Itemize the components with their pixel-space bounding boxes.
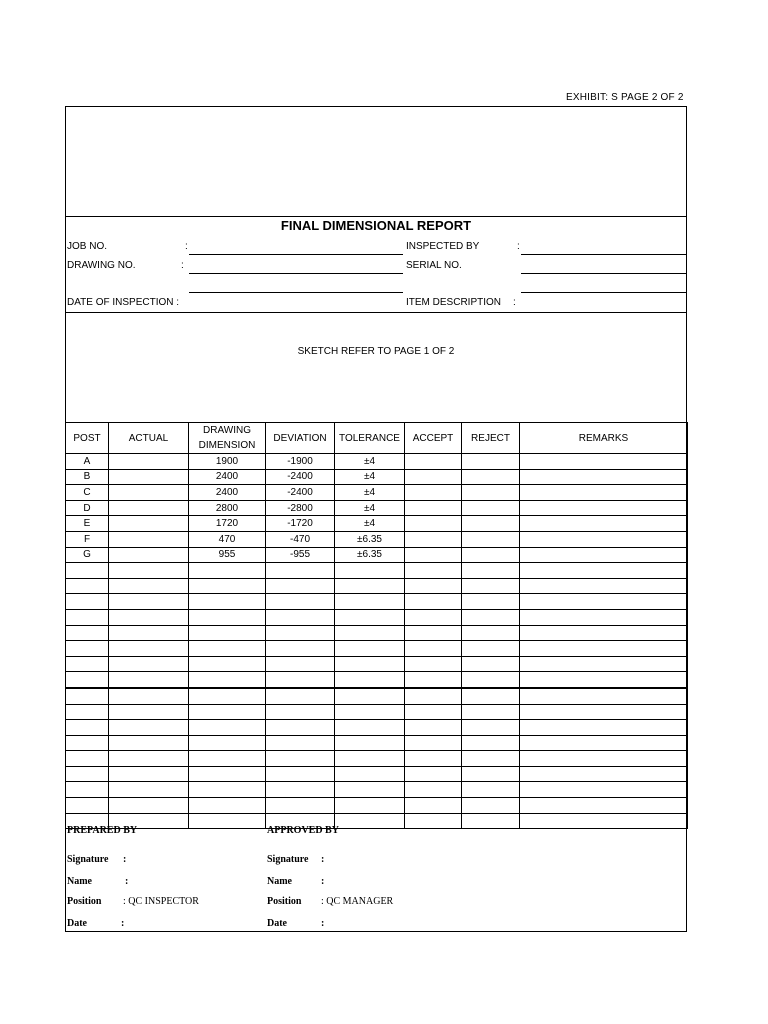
cell-post[interactable] [66, 766, 109, 782]
cell-accept[interactable] [405, 454, 462, 470]
cell-remarks[interactable] [520, 516, 688, 532]
cell-post[interactable] [66, 751, 109, 767]
cell-remarks[interactable] [520, 798, 688, 814]
cell-remarks[interactable] [520, 813, 688, 829]
cell-actual[interactable] [109, 735, 189, 751]
cell-reject[interactable] [462, 641, 520, 657]
table-row [66, 813, 688, 829]
cell-remarks[interactable] [520, 656, 688, 672]
cell-reject[interactable] [462, 609, 520, 625]
approved-by-label: APPROVED BY [267, 825, 339, 836]
cell-tolerance[interactable] [335, 609, 405, 625]
cell-deviation[interactable]: -1900 [266, 454, 335, 470]
drawing-no-field[interactable] [189, 273, 403, 274]
cell-remarks[interactable] [520, 672, 688, 688]
cell-actual[interactable] [109, 547, 189, 563]
cell-drawing-dimension[interactable] [189, 798, 266, 814]
col-header-reject: REJECT [462, 423, 520, 454]
cell-post[interactable]: B [66, 469, 109, 485]
cell-deviation[interactable]: -955 [266, 547, 335, 563]
inspected-by-label: INSPECTED BY [406, 241, 480, 252]
cell-reject[interactable] [462, 516, 520, 532]
cell-accept[interactable] [405, 500, 462, 516]
cell-reject[interactable] [462, 798, 520, 814]
cell-drawing-dimension[interactable] [189, 641, 266, 657]
serial-no-field[interactable] [521, 273, 686, 274]
cell-tolerance[interactable]: ±4 [335, 454, 405, 470]
cell-actual[interactable] [109, 609, 189, 625]
cell-deviation[interactable]: -470 [266, 531, 335, 547]
cell-drawing-dimension[interactable]: 2400 [189, 485, 266, 501]
table-row [66, 516, 688, 532]
cell-accept[interactable] [405, 798, 462, 814]
table-row [66, 782, 688, 798]
cell-remarks[interactable] [520, 735, 688, 751]
cell-drawing-dimension[interactable] [189, 720, 266, 736]
cell-accept[interactable] [405, 672, 462, 688]
cell-accept[interactable] [405, 469, 462, 485]
approved-signature-colon: : [321, 854, 325, 865]
cell-actual[interactable] [109, 500, 189, 516]
cell-reject[interactable] [462, 766, 520, 782]
cell-tolerance[interactable]: ±4 [335, 485, 405, 501]
cell-remarks[interactable] [520, 594, 688, 610]
cell-actual[interactable] [109, 688, 189, 704]
cell-accept[interactable] [405, 516, 462, 532]
table-row [66, 751, 688, 767]
cell-deviation[interactable]: -2400 [266, 485, 335, 501]
cell-actual[interactable] [109, 641, 189, 657]
cell-remarks[interactable] [520, 625, 688, 641]
job-no-colon: : [185, 241, 188, 252]
table-row [66, 594, 688, 610]
cell-deviation[interactable] [266, 578, 335, 594]
cell-remarks[interactable] [520, 688, 688, 704]
cell-drawing-dimension[interactable] [189, 672, 266, 688]
cell-deviation[interactable]: -2800 [266, 500, 335, 516]
cell-post[interactable] [66, 594, 109, 610]
cell-drawing-dimension[interactable]: 1720 [189, 516, 266, 532]
cell-remarks[interactable] [520, 500, 688, 516]
cell-tolerance[interactable] [335, 735, 405, 751]
cell-remarks[interactable] [520, 609, 688, 625]
drawing-no-label: DRAWING NO. [67, 260, 136, 271]
table-header-row [66, 423, 688, 454]
cell-actual[interactable] [109, 454, 189, 470]
cell-actual[interactable] [109, 656, 189, 672]
cell-tolerance[interactable]: ±4 [335, 516, 405, 532]
cell-deviation[interactable] [266, 594, 335, 610]
serial-no-label: SERIAL NO. [406, 260, 462, 271]
approved-position-label: Position [267, 896, 302, 907]
table-row [66, 563, 688, 579]
cell-tolerance[interactable] [335, 672, 405, 688]
cell-actual[interactable] [109, 782, 189, 798]
inspected-by-colon: : [517, 241, 520, 252]
prepared-date-colon: : [121, 918, 125, 929]
cell-drawing-dimension[interactable]: 1900 [189, 454, 266, 470]
cell-tolerance[interactable] [335, 656, 405, 672]
cell-actual[interactable] [109, 720, 189, 736]
cell-tolerance[interactable] [335, 688, 405, 704]
col-header-deviation: DEVIATION [266, 423, 335, 454]
cell-drawing-dimension[interactable] [189, 751, 266, 767]
col-header-actual: ACTUAL [109, 423, 189, 454]
inspected-by-field[interactable] [521, 254, 686, 255]
cell-deviation[interactable] [266, 563, 335, 579]
cell-drawing-dimension[interactable] [189, 609, 266, 625]
cell-remarks[interactable] [520, 531, 688, 547]
cell-post[interactable] [66, 720, 109, 736]
prepared-signature-colon: : [123, 854, 127, 865]
cell-reject[interactable] [462, 531, 520, 547]
cell-tolerance[interactable] [335, 594, 405, 610]
cell-reject[interactable] [462, 782, 520, 798]
cell-tolerance[interactable] [335, 563, 405, 579]
cell-deviation[interactable] [266, 704, 335, 720]
col-header-drawing-dimension [189, 423, 266, 454]
cell-deviation[interactable] [266, 656, 335, 672]
cell-drawing-dimension[interactable]: 2400 [189, 469, 266, 485]
cell-tolerance[interactable]: ±4 [335, 469, 405, 485]
cell-drawing-dimension[interactable]: 2800 [189, 500, 266, 516]
exhibit-page-label: EXHIBIT: S PAGE 2 OF 2 [566, 92, 684, 103]
cell-accept[interactable] [405, 813, 462, 829]
cell-tolerance[interactable] [335, 704, 405, 720]
cell-accept[interactable] [405, 531, 462, 547]
cell-accept[interactable] [405, 656, 462, 672]
cell-remarks[interactable] [520, 547, 688, 563]
cell-tolerance[interactable] [335, 751, 405, 767]
cell-remarks[interactable] [520, 578, 688, 594]
table-row [66, 688, 688, 704]
cell-post[interactable] [66, 641, 109, 657]
cell-tolerance[interactable]: ±6.35 [335, 531, 405, 547]
cell-reject[interactable] [462, 672, 520, 688]
cell-reject[interactable] [462, 656, 520, 672]
cell-tolerance[interactable] [335, 782, 405, 798]
table-row [66, 454, 688, 470]
cell-drawing-dimension[interactable] [189, 594, 266, 610]
cell-tolerance[interactable] [335, 641, 405, 657]
cell-accept[interactable] [405, 704, 462, 720]
cell-drawing-dimension[interactable] [189, 656, 266, 672]
item-description-colon: : [513, 297, 516, 308]
approved-signature-label: Signature [267, 854, 309, 865]
cell-reject[interactable] [462, 735, 520, 751]
table-row [66, 547, 688, 563]
table-row [66, 798, 688, 814]
cell-actual[interactable] [109, 751, 189, 767]
cell-post[interactable] [66, 735, 109, 751]
cell-actual[interactable] [109, 578, 189, 594]
measurement-table [65, 422, 688, 829]
cell-post[interactable] [66, 578, 109, 594]
table-row [66, 609, 688, 625]
cell-accept[interactable] [405, 594, 462, 610]
table-row [66, 641, 688, 657]
cell-post[interactable]: E [66, 516, 109, 532]
cell-post[interactable] [66, 656, 109, 672]
cell-post[interactable] [66, 609, 109, 625]
right-blank-field-line[interactable] [521, 292, 686, 293]
table-row [66, 704, 688, 720]
table-row [66, 531, 688, 547]
cell-reject[interactable] [462, 469, 520, 485]
drawing-header-line2: DIMENSION [198, 440, 256, 451]
cell-accept[interactable] [405, 641, 462, 657]
table-row [66, 469, 688, 485]
col-header-accept: ACCEPT [405, 423, 462, 454]
prepared-date-label: Date [67, 918, 87, 929]
cell-reject[interactable] [462, 485, 520, 501]
cell-reject[interactable] [462, 454, 520, 470]
header-divider [65, 216, 687, 217]
fields-divider [65, 312, 687, 313]
cell-post[interactable] [66, 704, 109, 720]
cell-post[interactable] [66, 563, 109, 579]
cell-remarks[interactable] [520, 454, 688, 470]
approved-date-colon: : [321, 918, 325, 929]
cell-post[interactable] [66, 688, 109, 704]
cell-accept[interactable] [405, 782, 462, 798]
report-title: FINAL DIMENSIONAL REPORT [280, 218, 472, 233]
cell-actual[interactable] [109, 531, 189, 547]
table-row [66, 625, 688, 641]
approved-position-value: : QC MANAGER [321, 896, 394, 907]
cell-drawing-dimension[interactable]: 470 [189, 531, 266, 547]
cell-post[interactable]: D [66, 500, 109, 516]
cell-actual[interactable] [109, 563, 189, 579]
cell-reject[interactable] [462, 813, 520, 829]
table-row [66, 735, 688, 751]
cell-tolerance[interactable] [335, 625, 405, 641]
cell-accept[interactable] [405, 485, 462, 501]
cell-deviation[interactable] [266, 782, 335, 798]
cell-remarks[interactable] [520, 563, 688, 579]
cell-accept[interactable] [405, 751, 462, 767]
table-row [66, 656, 688, 672]
cell-tolerance[interactable] [335, 720, 405, 736]
cell-accept[interactable] [405, 578, 462, 594]
cell-accept[interactable] [405, 720, 462, 736]
table-row [66, 672, 688, 688]
cell-reject[interactable] [462, 688, 520, 704]
cell-drawing-dimension[interactable] [189, 625, 266, 641]
cell-tolerance[interactable]: ±6.35 [335, 547, 405, 563]
cell-reject[interactable] [462, 751, 520, 767]
cell-actual[interactable] [109, 704, 189, 720]
cell-deviation[interactable] [266, 688, 335, 704]
cell-reject[interactable] [462, 720, 520, 736]
cell-actual[interactable] [109, 625, 189, 641]
approved-date-label: Date [267, 918, 287, 929]
prepared-name-colon: : [125, 876, 129, 887]
table-row [66, 578, 688, 594]
cell-actual[interactable] [109, 469, 189, 485]
cell-drawing-dimension[interactable] [189, 688, 266, 704]
table-body [66, 454, 688, 829]
cell-actual[interactable] [109, 594, 189, 610]
sketch-note: SKETCH REFER TO PAGE 1 OF 2 [297, 346, 455, 357]
cell-post[interactable]: C [66, 485, 109, 501]
cell-actual[interactable] [109, 672, 189, 688]
col-header-post: POST [66, 423, 109, 454]
drawing-no-colon: : [181, 260, 184, 271]
cell-deviation[interactable] [266, 766, 335, 782]
cell-deviation[interactable] [266, 751, 335, 767]
cell-accept[interactable] [405, 609, 462, 625]
cell-drawing-dimension[interactable] [189, 813, 266, 829]
item-description-label: ITEM DESCRIPTION [406, 297, 502, 308]
cell-remarks[interactable] [520, 704, 688, 720]
cell-drawing-dimension[interactable] [189, 704, 266, 720]
cell-remarks[interactable] [520, 751, 688, 767]
cell-reject[interactable] [462, 594, 520, 610]
cell-tolerance[interactable] [335, 578, 405, 594]
cell-reject[interactable] [462, 625, 520, 641]
cell-actual[interactable] [109, 798, 189, 814]
cell-remarks[interactable] [520, 782, 688, 798]
cell-deviation[interactable] [266, 641, 335, 657]
cell-drawing-dimension[interactable] [189, 563, 266, 579]
cell-post[interactable] [66, 672, 109, 688]
cell-actual[interactable] [109, 485, 189, 501]
date-of-inspection-label: DATE OF INSPECTION : [67, 297, 180, 308]
cell-accept[interactable] [405, 766, 462, 782]
cell-post[interactable] [66, 625, 109, 641]
cell-deviation[interactable] [266, 735, 335, 751]
cell-drawing-dimension[interactable] [189, 735, 266, 751]
cell-post[interactable]: G [66, 547, 109, 563]
cell-remarks[interactable] [520, 469, 688, 485]
cell-drawing-dimension[interactable] [189, 766, 266, 782]
table-row [66, 720, 688, 736]
job-no-field[interactable] [189, 254, 403, 255]
cell-deviation[interactable] [266, 720, 335, 736]
cell-accept[interactable] [405, 563, 462, 579]
cell-drawing-dimension[interactable] [189, 782, 266, 798]
cell-accept[interactable] [405, 625, 462, 641]
cell-post[interactable] [66, 782, 109, 798]
blank-field-line[interactable] [189, 292, 403, 293]
approved-name-colon: : [321, 876, 325, 887]
cell-deviation[interactable] [266, 625, 335, 641]
cell-deviation[interactable]: -2400 [266, 469, 335, 485]
cell-reject[interactable] [462, 563, 520, 579]
cell-reject[interactable] [462, 500, 520, 516]
col-header-remarks: REMARKS [520, 423, 688, 454]
prepared-name-label: Name [67, 876, 92, 887]
cell-tolerance[interactable]: ±4 [335, 500, 405, 516]
prepared-position-label: Position [67, 896, 102, 907]
prepared-by-label: PREPARED BY [67, 825, 138, 836]
cell-deviation[interactable] [266, 609, 335, 625]
cell-deviation[interactable]: -1720 [266, 516, 335, 532]
cell-accept[interactable] [405, 547, 462, 563]
cell-remarks[interactable] [520, 766, 688, 782]
cell-deviation[interactable] [266, 672, 335, 688]
cell-actual[interactable] [109, 516, 189, 532]
cell-deviation[interactable] [266, 798, 335, 814]
cell-post[interactable]: A [66, 454, 109, 470]
job-no-label: JOB NO. [67, 241, 108, 252]
table-row [66, 500, 688, 516]
cell-reject[interactable] [462, 704, 520, 720]
prepared-signature-label: Signature [67, 854, 109, 865]
drawing-header-line1: DRAWING [203, 425, 251, 436]
cell-post[interactable] [66, 798, 109, 814]
cell-tolerance[interactable] [335, 813, 405, 829]
cell-remarks[interactable] [520, 720, 688, 736]
cell-reject[interactable] [462, 578, 520, 594]
cell-drawing-dimension[interactable]: 955 [189, 547, 266, 563]
table-row [66, 485, 688, 501]
cell-post[interactable]: F [66, 531, 109, 547]
cell-tolerance[interactable] [335, 798, 405, 814]
cell-remarks[interactable] [520, 641, 688, 657]
col-header-tolerance: TOLERANCE [335, 423, 405, 454]
approved-name-label: Name [267, 876, 292, 887]
cell-reject[interactable] [462, 547, 520, 563]
cell-accept[interactable] [405, 688, 462, 704]
table-row [66, 766, 688, 782]
cell-actual[interactable] [109, 766, 189, 782]
prepared-position-value: : QC INSPECTOR [123, 896, 199, 907]
cell-accept[interactable] [405, 735, 462, 751]
cell-remarks[interactable] [520, 485, 688, 501]
cell-tolerance[interactable] [335, 766, 405, 782]
cell-drawing-dimension[interactable] [189, 578, 266, 594]
